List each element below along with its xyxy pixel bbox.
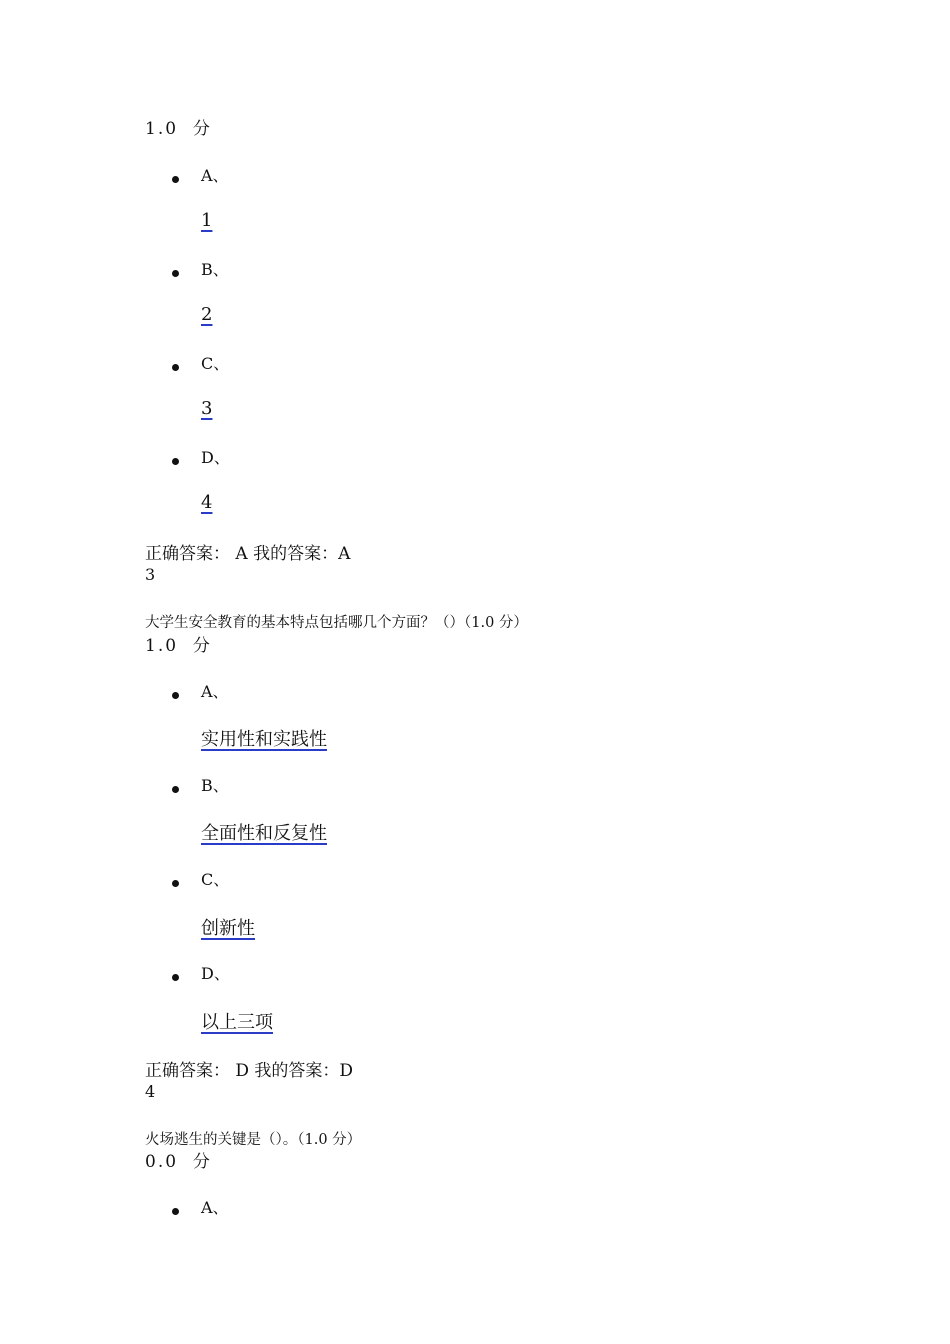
option-letter-a: A、 [201, 1198, 229, 1217]
option-b-link[interactable]: 全面性和反复性 [201, 823, 327, 844]
bullet-icon [172, 1208, 179, 1215]
option-c-link[interactable]: 3 [201, 398, 213, 419]
option-letter-c: C、 [201, 870, 230, 889]
answer-line: 正确答案： A 我的答案：A [145, 544, 351, 564]
question-score: 1.0 分 [145, 636, 212, 656]
bullet-icon [172, 364, 179, 371]
option-letter-d: D、 [201, 964, 230, 983]
question-number: 4 [145, 1082, 156, 1101]
question-text: 火场逃生的关键是（）。（1.0 分） [145, 1132, 362, 1148]
option-c-link[interactable]: 创新性 [201, 918, 255, 939]
question-score: 1.0 分 [145, 119, 212, 139]
question-text: 大学生安全教育的基本特点包括哪几个方面？（）（1.0 分） [145, 615, 528, 631]
bullet-icon [172, 270, 179, 277]
question-score: 0.0 分 [145, 1152, 212, 1172]
option-d-link[interactable]: 以上三项 [201, 1012, 273, 1033]
option-a-link[interactable]: 1 [201, 210, 213, 231]
bullet-icon [172, 786, 179, 793]
option-letter-b: B、 [201, 260, 229, 279]
answer-line: 正确答案： D 我的答案：D [145, 1061, 354, 1081]
option-d-link[interactable]: 4 [201, 492, 213, 513]
option-letter-c: C、 [201, 354, 230, 373]
bullet-icon [172, 458, 179, 465]
option-a-link[interactable]: 实用性和实践性 [201, 729, 327, 750]
option-b-link[interactable]: 2 [201, 304, 213, 325]
question-number: 3 [145, 565, 156, 584]
bullet-icon [172, 692, 179, 699]
option-letter-b: B、 [201, 776, 229, 795]
option-letter-d: D、 [201, 448, 230, 467]
bullet-icon [172, 974, 179, 981]
option-letter-a: A、 [201, 166, 229, 185]
bullet-icon [172, 880, 179, 887]
option-letter-a: A、 [201, 682, 229, 701]
bullet-icon [172, 176, 179, 183]
